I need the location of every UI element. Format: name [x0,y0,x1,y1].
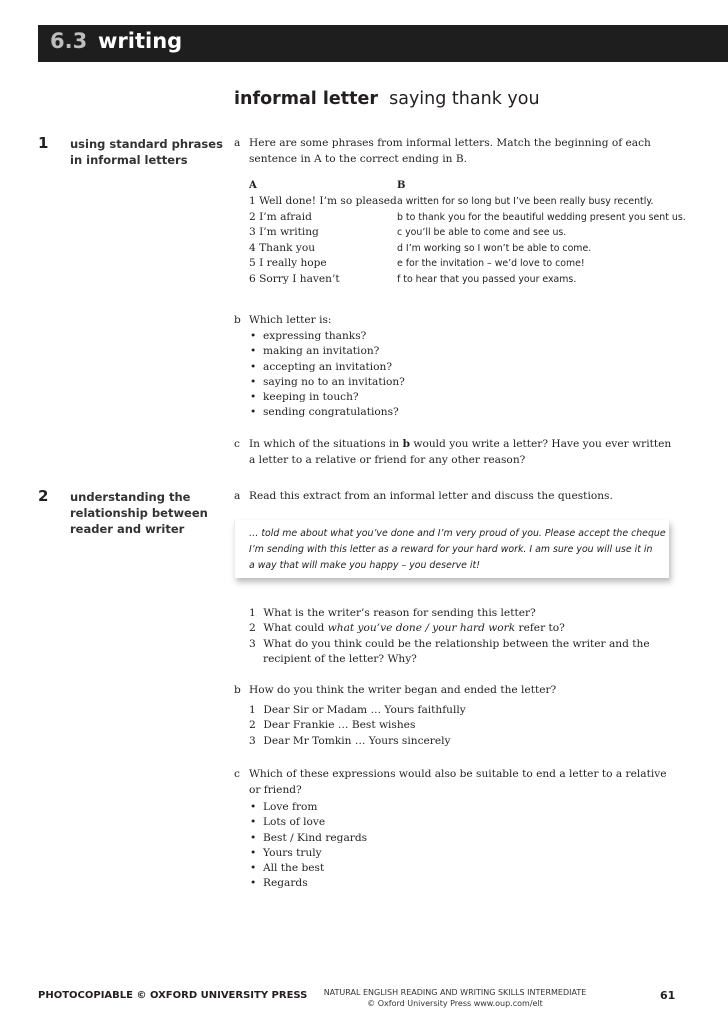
column-b-list [397,194,686,287]
letter-extract-box [234,520,669,578]
numbered-question [249,637,650,652]
list-item: • making an invitation? [249,344,405,359]
question-text: What could [263,622,328,635]
instruction-line: sentence in A to the correct ending in B. [249,152,467,165]
section-2b-question [234,683,556,699]
section-1a-instruction [234,136,651,167]
column-a-item: 4 Thank you [249,241,316,254]
section-number: 6.3 [50,29,88,53]
question-number: 1 [249,607,256,619]
column-b-item: d I’m working so I won’t be able to come. [397,242,592,254]
list-item: • accepting an invitation? [249,360,405,375]
column-b-item: f to hear that you passed your exams. [397,273,577,285]
title-rest: saying thank you [389,89,540,109]
footer-copyright: PHOTOCOPIABLE © OXFORD UNIVERSITY PRESS [38,990,308,1001]
letter-extract-line: I’m sending with this letter as a reward for your hard work. I am sure you will use it in [249,544,653,555]
column-b-item: a written for so long but I’ve been really busy recently. [397,196,654,207]
column-b-header: B [397,180,406,191]
item-label: a [234,490,241,502]
item-label: a [234,137,241,149]
section-1b-bullets [249,329,405,421]
question-text: Which letter is: [249,314,332,326]
column-a-item: 6 Sorry I haven’t [249,272,340,285]
section-2-number: 2 [38,487,49,505]
question-text: In which of the situations in [249,438,403,450]
numbered-question [249,621,650,636]
item-label: b [234,314,241,326]
section-2-heading [70,489,208,537]
list-item: • Lots of love [249,815,367,830]
section-2a-instruction [234,489,613,505]
list-item: • Regards [249,876,367,891]
section-1c-question [234,437,671,468]
column-a-item: 2 I’m afraid [249,210,312,223]
list-item: • Best / Kind regards [249,831,367,846]
column-a-item: 1 Well done! I’m so pleased [249,195,397,207]
instruction-text: Read this extract from an informal letter and discuss the questions. [249,490,613,502]
column-a-list [249,194,397,287]
column-b-item: b to thank you for the beautiful wedding present you sent us. [397,211,686,223]
section-2b-options [249,703,466,749]
page-title [234,89,540,109]
list-item: • saying no to an invitation? [249,375,405,390]
column-b-item: e for the invitation – we’d love to come! [397,258,585,269]
question-bold: b [402,438,411,450]
section-2a-questions [249,606,650,667]
section-2-heading-line: reader and writer [70,522,185,536]
column-a-item: 5 I really hope [249,257,327,269]
letter-extract-line: a way that will make you happy – you deserve it! [249,560,480,571]
question-text: would you write a letter? Have you ever written [410,438,672,450]
question-text: refer to? [515,622,565,635]
section-word: writing [98,29,183,53]
section-1-heading [70,136,223,168]
numbered-question [249,606,650,621]
footer-book-title: NATURAL ENGLISH READING AND WRITING SKILLS INTERMEDIATE [323,988,587,997]
question-text: a letter to a relative or friend for any other reason? [249,453,526,466]
title-bold: informal letter [234,89,378,109]
section-2c-question [234,767,667,798]
page-number: 61 [660,989,676,1002]
question-italic: what you’ve done / your hard work [327,622,516,635]
question-text: or friend? [249,783,302,796]
footer-publisher: © Oxford University Press www.oup.com/elt [367,999,543,1008]
question-number: 3 [249,637,256,650]
column-a-item: 3 I’m writing [249,226,319,238]
list-item [249,734,466,749]
footer-book-info [302,987,608,1009]
instruction-line: Here are some phrases from informal letters. Match the beginning of each [249,137,651,149]
question-text: What is the writer’s reason for sending this letter? [263,607,536,619]
section-1-heading-line: in informal letters [70,153,188,167]
section-2-heading-line: understanding the [70,490,191,504]
list-item: • sending congratulations? [249,405,405,420]
letter-extract-line: … told me about what you’ve done and I’m very proud of you. Please accept the cheque [249,528,666,539]
letter-extract-text [249,526,669,574]
list-item [249,718,466,733]
list-item: • Yours truly [249,846,367,861]
option-number: 2 [249,719,256,732]
list-item [249,703,466,718]
item-label: c [234,768,240,780]
column-b-item: c you’ll be able to come and see us. [397,227,567,238]
item-label: b [234,684,241,696]
section-1b-question [234,313,332,329]
question-text: How do you think the writer began and ended the letter? [249,684,557,696]
section-header-bar [38,25,728,62]
list-item: • expressing thanks? [249,329,405,344]
question-text: What do you think could be the relationship between the writer and the [263,637,650,650]
option-text: Dear Mr Tomkin … Yours sincerely [263,734,451,747]
question-text: recipient of the letter? Why? [263,652,417,665]
option-text: Dear Sir or Madam … Yours faithfully [263,704,466,716]
section-1-heading-line: using standard phrases [70,137,223,151]
column-a-header: A [249,180,257,191]
section-2c-bullets [249,800,367,892]
section-1-number: 1 [38,134,49,152]
list-item: • Love from [249,800,367,815]
section-2-heading-line: relationship between [70,506,208,520]
item-label: c [234,438,240,450]
question-text: Which of these expressions would also be suitable to end a letter to a relative [249,768,667,780]
option-text: Dear Frankie … Best wishes [263,719,416,732]
option-number: 3 [249,734,256,747]
list-item: • keeping in touch? [249,390,405,405]
option-number: 1 [249,704,256,716]
question-number: 2 [249,622,256,635]
list-item: • All the best [249,861,367,876]
